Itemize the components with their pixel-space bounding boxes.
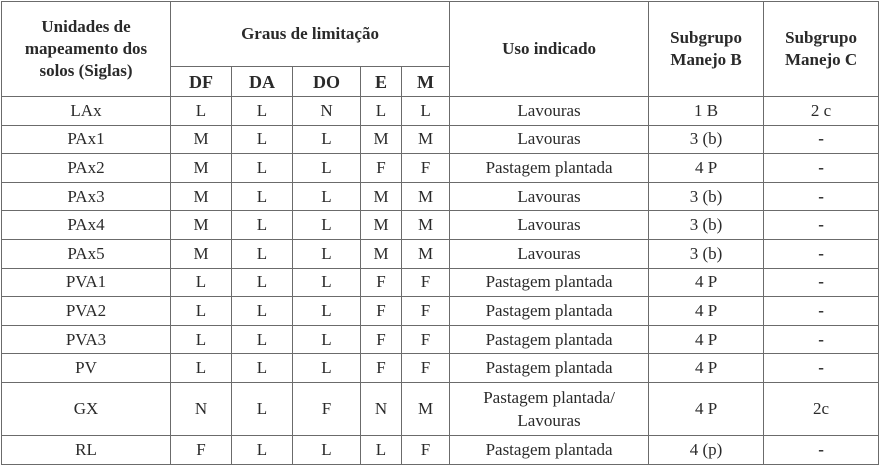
df-cell: L (171, 268, 232, 297)
manejo-b-cell: 3 (b) (649, 182, 764, 211)
do-header: DO (293, 67, 361, 97)
table-row (2, 297, 879, 326)
manejo-b-cell: 3 (b) (649, 239, 764, 268)
table-row (2, 435, 879, 464)
uso-cell (450, 239, 649, 268)
manejo-b-cell: 3 (b) (649, 211, 764, 240)
df-cell: L (171, 325, 232, 354)
manejo-c-cell: - (764, 125, 879, 154)
e-cell: N (361, 382, 402, 435)
uso-cell (450, 97, 649, 126)
uso-cell (450, 125, 649, 154)
da-cell: L (232, 268, 293, 297)
unit-cell: PVA1 (2, 268, 171, 297)
do-cell: L (293, 211, 361, 240)
subgrupo-c-line: Subgrupo (785, 28, 857, 47)
df-cell: L (171, 354, 232, 383)
soil-limitation-table (1, 1, 879, 465)
e-cell: F (361, 325, 402, 354)
da-cell: L (232, 154, 293, 183)
units-header (2, 2, 171, 97)
m-cell: M (402, 239, 450, 268)
unit-cell: PAx4 (2, 211, 171, 240)
do-cell: L (293, 354, 361, 383)
m-cell: L (402, 97, 450, 126)
m-cell: F (402, 435, 450, 464)
e-cell: M (361, 211, 402, 240)
do-cell: L (293, 125, 361, 154)
manejo-c-cell: - (764, 154, 879, 183)
subgrupo-b-line: Manejo B (670, 50, 742, 69)
manejo-b-cell: 3 (b) (649, 125, 764, 154)
manejo-b-cell: 4 P (649, 325, 764, 354)
uso-line: Pastagem plantada (485, 358, 613, 378)
subgrupo-b-header (649, 2, 764, 97)
da-cell: L (232, 297, 293, 326)
uso-cell (450, 268, 649, 297)
df-cell: F (171, 435, 232, 464)
subgrupo-c-header (764, 2, 879, 97)
unit-cell: PAx2 (2, 154, 171, 183)
table-row (2, 154, 879, 183)
subgrupo-b-line: Subgrupo (670, 28, 742, 47)
uso-cell (450, 354, 649, 383)
uso-line: Lavouras (517, 186, 581, 206)
uso-line: Pastagem plantada/ (483, 387, 615, 407)
table-row (2, 211, 879, 240)
do-cell: F (293, 382, 361, 435)
uso-line: Lavouras (517, 129, 581, 149)
unit-cell: PV (2, 354, 171, 383)
table-row (2, 182, 879, 211)
do-cell: L (293, 297, 361, 326)
unit-cell: LAx (2, 97, 171, 126)
m-cell: F (402, 268, 450, 297)
do-cell: L (293, 325, 361, 354)
do-cell: L (293, 154, 361, 183)
uso-cell (450, 435, 649, 464)
e-cell: M (361, 182, 402, 211)
e-cell: M (361, 239, 402, 268)
m-cell: F (402, 154, 450, 183)
da-cell: L (232, 97, 293, 126)
da-cell: L (232, 325, 293, 354)
e-header: E (361, 67, 402, 97)
df-cell: L (171, 297, 232, 326)
manejo-b-cell: 4 P (649, 382, 764, 435)
da-cell: L (232, 435, 293, 464)
m-cell: M (402, 211, 450, 240)
unit-cell: PVA2 (2, 297, 171, 326)
manejo-c-cell: 2c (764, 382, 879, 435)
do-cell: N (293, 97, 361, 126)
table-body (2, 97, 879, 465)
unit-cell: RL (2, 435, 171, 464)
df-cell: M (171, 211, 232, 240)
unit-cell: GX (2, 382, 171, 435)
subgrupo-c-line: Manejo C (784, 50, 858, 69)
do-cell: L (293, 239, 361, 268)
table-row (2, 239, 879, 268)
uso-line: Lavouras (517, 100, 581, 120)
uso-line: Pastagem plantada (485, 300, 613, 320)
manejo-b-cell: 1 B (649, 97, 764, 126)
uso-cell (450, 211, 649, 240)
uso-line: Pastagem plantada (485, 439, 613, 459)
da-cell: L (232, 354, 293, 383)
uso-line: Lavouras (517, 410, 581, 430)
manejo-c-cell: - (764, 239, 879, 268)
uso-cell (450, 382, 649, 435)
manejo-c-cell: - (764, 211, 879, 240)
da-cell: L (232, 239, 293, 268)
uso-cell (450, 182, 649, 211)
unit-cell: PAx3 (2, 182, 171, 211)
df-cell: M (171, 125, 232, 154)
uso-line: Lavouras (517, 215, 581, 235)
e-cell: M (361, 125, 402, 154)
table-row (2, 325, 879, 354)
unit-cell: PAx5 (2, 239, 171, 268)
units-header-line: mapeamento dos (24, 39, 148, 58)
manejo-b-cell: 4 P (649, 154, 764, 183)
m-cell: F (402, 297, 450, 326)
table-row (2, 97, 879, 126)
table-row (2, 354, 879, 383)
table-row (2, 382, 879, 435)
da-cell: L (232, 182, 293, 211)
m-cell: M (402, 382, 450, 435)
m-cell: M (402, 182, 450, 211)
e-cell: L (361, 435, 402, 464)
header-row (2, 2, 879, 67)
manejo-c-cell: - (764, 182, 879, 211)
uso-line: Pastagem plantada (485, 157, 613, 177)
da-cell: L (232, 211, 293, 240)
uso-cell (450, 297, 649, 326)
uso-cell (450, 154, 649, 183)
uso-header: Uso indicado (450, 2, 649, 97)
manejo-b-cell: 4 (p) (649, 435, 764, 464)
unit-cell: PAx1 (2, 125, 171, 154)
uso-line: Pastagem plantada (485, 272, 613, 292)
df-header: DF (171, 67, 232, 97)
manejo-c-cell: - (764, 435, 879, 464)
manejo-c-cell: - (764, 325, 879, 354)
df-cell: M (171, 239, 232, 268)
unit-cell: PVA3 (2, 325, 171, 354)
units-header-line: solos (Siglas) (39, 61, 133, 80)
df-cell: M (171, 182, 232, 211)
m-cell: F (402, 325, 450, 354)
e-cell: L (361, 97, 402, 126)
units-header-line: Unidades de (41, 17, 131, 36)
da-cell: L (232, 125, 293, 154)
table-row (2, 125, 879, 154)
manejo-b-cell: 4 P (649, 297, 764, 326)
m-cell: F (402, 354, 450, 383)
m-header: M (402, 67, 450, 97)
e-cell: F (361, 297, 402, 326)
e-cell: F (361, 154, 402, 183)
e-cell: F (361, 268, 402, 297)
da-cell: L (232, 382, 293, 435)
table-row (2, 268, 879, 297)
df-cell: L (171, 97, 232, 126)
df-cell: N (171, 382, 232, 435)
manejo-c-cell: - (764, 354, 879, 383)
e-cell: F (361, 354, 402, 383)
manejo-b-cell: 4 P (649, 268, 764, 297)
m-cell: M (402, 125, 450, 154)
manejo-c-cell: - (764, 297, 879, 326)
uso-line: Lavouras (517, 243, 581, 263)
df-cell: M (171, 154, 232, 183)
graus-header: Graus de limitação (171, 2, 450, 67)
do-cell: L (293, 182, 361, 211)
manejo-c-cell: - (764, 268, 879, 297)
da-header: DA (232, 67, 293, 97)
manejo-b-cell: 4 P (649, 354, 764, 383)
manejo-c-cell: 2 c (764, 97, 879, 126)
do-cell: L (293, 435, 361, 464)
uso-line: Pastagem plantada (485, 329, 613, 349)
do-cell: L (293, 268, 361, 297)
uso-cell (450, 325, 649, 354)
